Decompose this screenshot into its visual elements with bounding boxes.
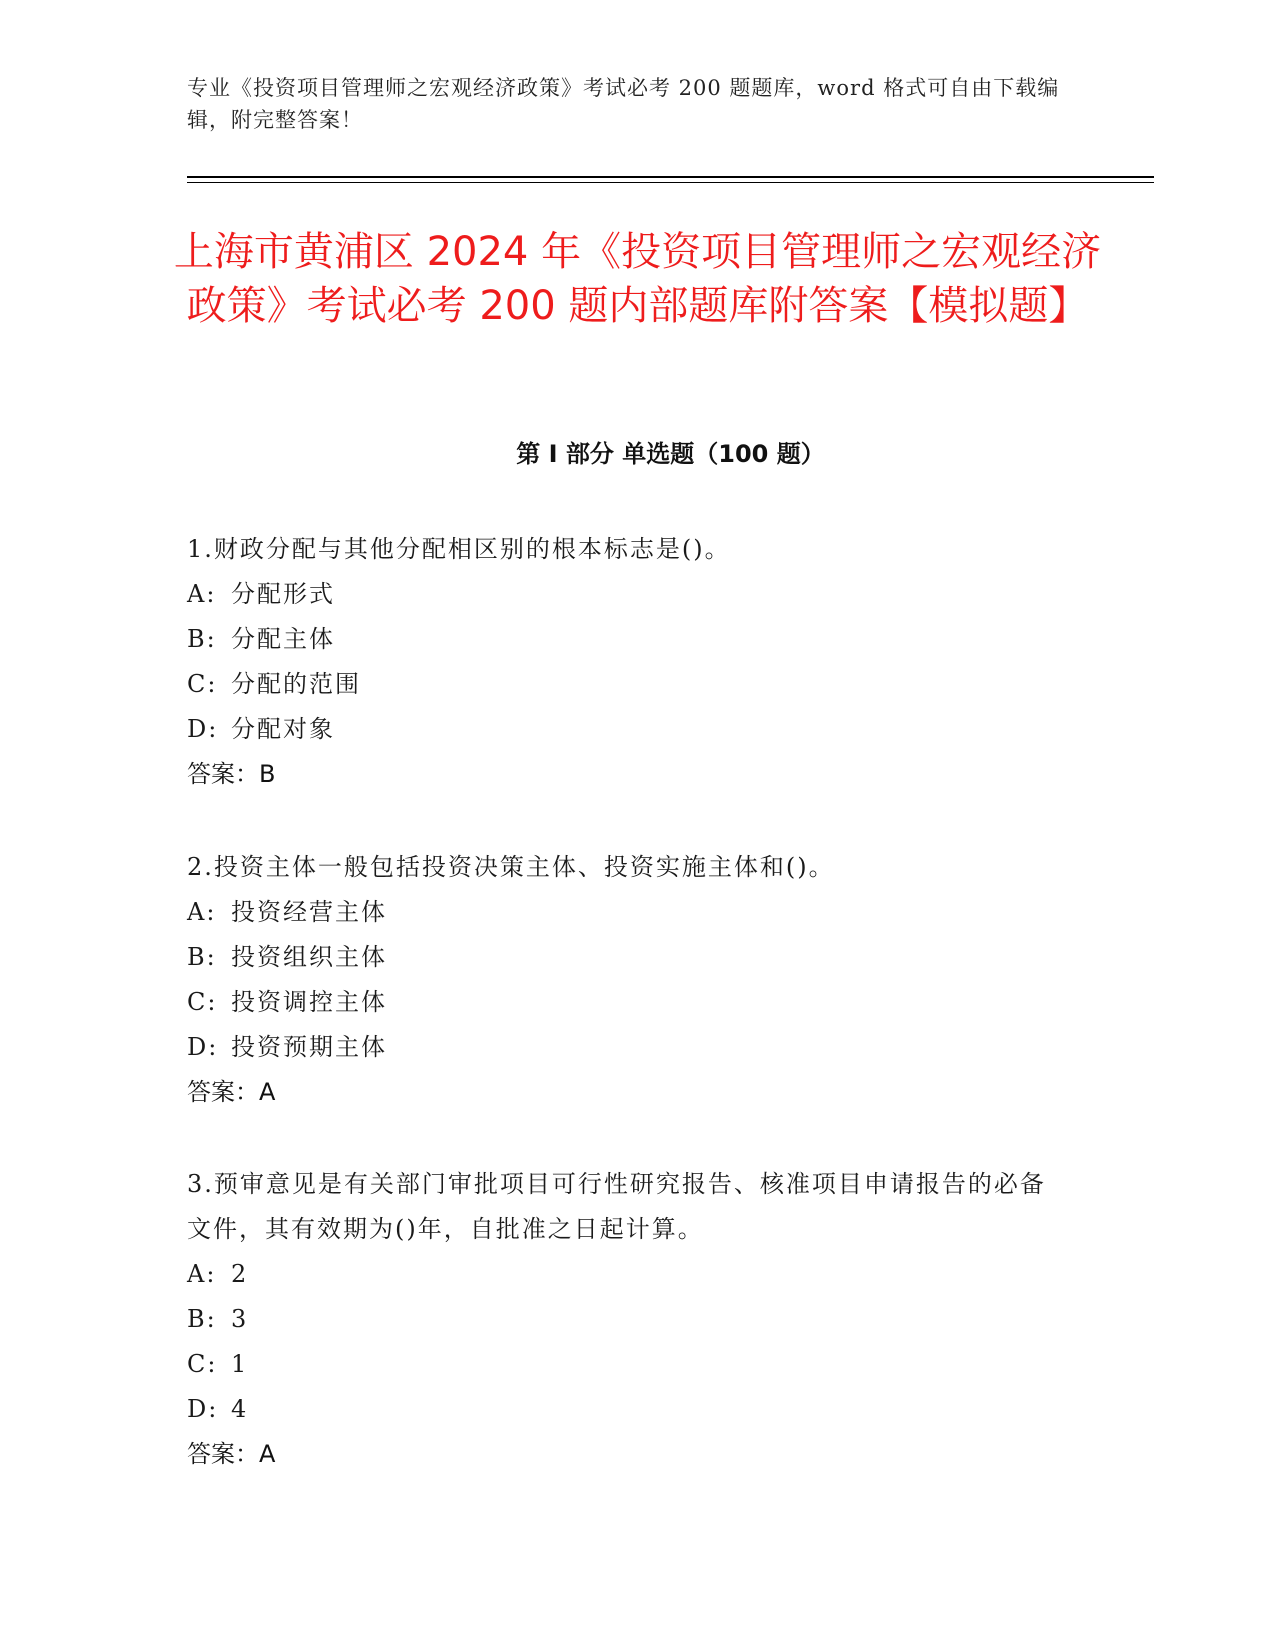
option-text: 投资预期主体 bbox=[231, 1033, 387, 1061]
option-text: 4 bbox=[231, 1395, 249, 1423]
option-d bbox=[187, 1387, 1067, 1432]
option-text: 3 bbox=[231, 1305, 249, 1333]
option-key: C: bbox=[187, 1350, 218, 1378]
option-key: B: bbox=[187, 625, 217, 653]
option-key: D: bbox=[187, 1033, 219, 1061]
option-text: 投资组织主体 bbox=[231, 943, 387, 971]
header-note: 专业《投资项目管理师之宏观经济政策》考试必考 200 题题库，word 格式可自由下载编辑，附完整答案！ bbox=[187, 76, 1060, 132]
option-b bbox=[187, 1297, 1067, 1342]
option-text: 1 bbox=[231, 1350, 249, 1378]
option-key: D: bbox=[187, 715, 219, 743]
question-stem: 2.投资主体一般包括投资决策主体、投资实施主体和()。 bbox=[187, 853, 835, 881]
option-d bbox=[187, 1025, 1067, 1070]
section-heading: 第 I 部分 单选题（100 题） bbox=[516, 440, 825, 468]
option-d bbox=[187, 707, 1067, 752]
document-title: 上海市黄浦区 2024 年《投资项目管理师之宏观经济政策》考试必考 200 题内部题库附答案【模拟题】 bbox=[173, 229, 1102, 329]
option-key: C: bbox=[187, 670, 218, 698]
option-text: 投资调控主体 bbox=[231, 988, 387, 1016]
option-text: 2 bbox=[231, 1260, 249, 1288]
option-text: 分配形式 bbox=[231, 580, 335, 608]
answer-line: 答案：A bbox=[187, 1078, 276, 1106]
question-stem: 3.预审意见是有关部门审批项目可行性研究报告、核准项目申请报告的必备文件，其有效期为()年，自批准之日起计算。 bbox=[187, 1170, 1046, 1243]
option-c bbox=[187, 662, 1067, 707]
option-b bbox=[187, 935, 1067, 980]
header-rule-thick bbox=[187, 176, 1154, 178]
question-3 bbox=[187, 1162, 1067, 1477]
header-rule-thin bbox=[187, 182, 1154, 183]
option-text: 投资经营主体 bbox=[231, 898, 387, 926]
answer-line: 答案：B bbox=[187, 760, 276, 788]
option-key: A: bbox=[187, 580, 217, 608]
question-stem: 1.财政分配与其他分配相区别的根本标志是()。 bbox=[187, 535, 731, 563]
answer-line: 答案：A bbox=[187, 1440, 276, 1468]
option-c bbox=[187, 980, 1067, 1025]
question-2 bbox=[187, 845, 1067, 1115]
option-a bbox=[187, 572, 1067, 617]
option-text: 分配对象 bbox=[231, 715, 335, 743]
option-a bbox=[187, 890, 1067, 935]
option-key: B: bbox=[187, 943, 217, 971]
option-a bbox=[187, 1252, 1067, 1297]
option-text: 分配主体 bbox=[231, 625, 335, 653]
option-text: 分配的范围 bbox=[231, 670, 361, 698]
option-key: B: bbox=[187, 1305, 217, 1333]
question-1 bbox=[187, 527, 1067, 797]
option-key: A: bbox=[187, 898, 217, 926]
option-key: C: bbox=[187, 988, 218, 1016]
option-c bbox=[187, 1342, 1067, 1387]
option-key: A: bbox=[187, 1260, 217, 1288]
option-key: D: bbox=[187, 1395, 219, 1423]
option-b bbox=[187, 617, 1067, 662]
